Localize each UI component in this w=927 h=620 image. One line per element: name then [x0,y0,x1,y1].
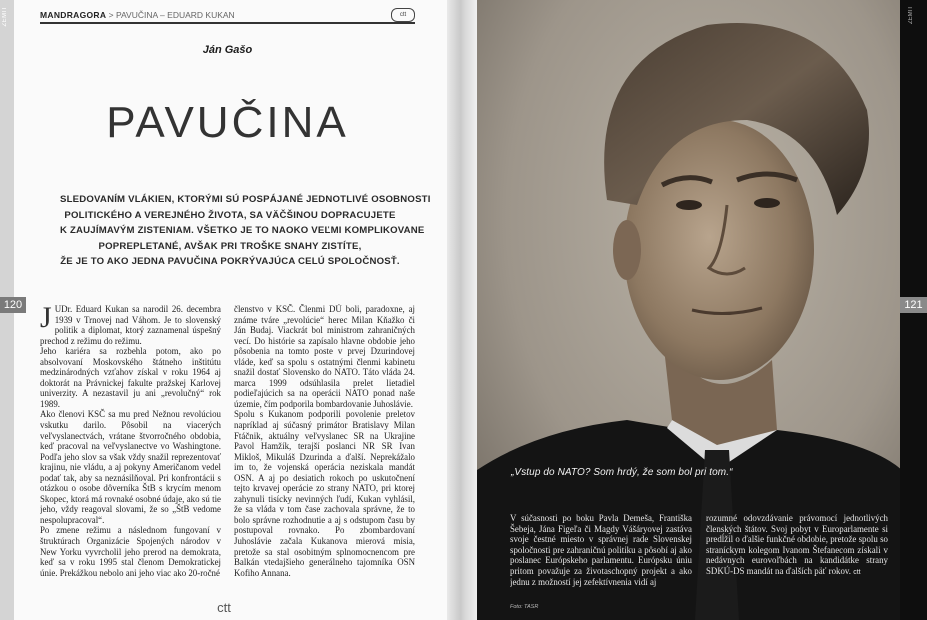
magazine-name: MANDRAGORA [40,10,107,20]
drop-cap: J [40,304,52,334]
edge-label: ZEMIT [2,6,8,27]
lead-line: K ZAUJÍMAVÝM ZISTENIAM. VŠETKO JE TO NAOKO VEĽMI KOMPLIKOVANE [60,225,425,236]
paragraph-text: UDr. Eduard Kukan sa narodil 26. decembra 1939 v Trnovej nad Váhom. Je to slovenský politik a diplomat, ktorý zaznamenal úspešný prechod z režimu do režimu. [40,304,221,346]
body-paragraph: Spolu s Kukanom podporili povolenie preletov napríklad aj súčasný primátor Bratislavy Milan Ftáčnik, aktuálny veľvyslanec SR na Ukrajine Pavol Hamžík, terajší poslanci NR SR Ivan Mikloš, Mikuláš Dzurinda a ďalší. Neprekážalo im to, že vojenská operácia neziskala mandát OSN. A aj po desiatich rokoch po uskutočnení tejto krvavej operácie zo strany NATO, pri ktorej zahynuli tisícky nevinných ľudí, Kukan vyhlásil, že sa vláda v tom čase zachovala správne, že to bolo správne rozhodnutie a aj s odstupom času by postupoval rovnako. Po zbombardovaní Juhoslávie začala Kukanova mierová misia, pretože sa stal osobitným splnomocnencom pre Balkán vtedajšieho generálneho tajomníka OSN Kofiho Annana. [234,409,415,578]
body-column-1 [40,304,221,602]
author-name: Ján Gašo [202,44,253,56]
edge-label: ZEMIT [908,6,914,24]
magazine-logo-icon: ctt [391,8,415,22]
lead-line: POLITICKÉHO A VEREJNÉHO ŽIVOTA, SA VÄČŠINOU DOPRACUJETE [64,209,396,221]
page-number-right: 121 [900,297,927,313]
lead-line: ŽE JE TO AKO JEDNA PAVUČINA POKRÝVAJÚCA CELÚ SPOLOČNOSŤ. [60,256,400,267]
photo-text-column-1 [510,513,692,595]
running-head [40,8,415,24]
breadcrumb-separator: > [106,10,116,20]
body-paragraph [706,513,888,579]
body-paragraph: Jeho kariéra sa rozbehla potom, ako po absolvovaní Moskovského štátneho inštitútu medzinárodných vzťahov získal v roku 1964 aj doktorát na Právnickej fakulte pražskej Karlovej univerzity. A nezastavil ju ani „revolučný“ rok 1989. [40,346,221,409]
page-ornament-icon: ctt [217,600,231,615]
body-paragraph: členstvo v KSČ. Členmi DÚ boli, paradoxne, aj známe tváre „revolúcie“ herec Milan Kňažko či Ján Budaj. Viackrát bol ministrom zahraničných vecí. Do histórie sa zapísalo hlavne obdobie jeho pôsobenia na tomto poste v prvej Dzurindovej vláde, keď sa spolu s ostatnými členmi kabinetu snažil dostať Slovensko do NATO. Táto vláda 24. marca 1999 odsúhlasila prelet lietadiel podieľajúcich sa na operácii NATO ponad naše územie, čím podporila bombardovanie Juhoslávie. [234,304,415,409]
body-paragraph: Po zmene režimu a následnom fungovaní v štruktúrach Organizácie Spojených národov v New Yorku vyvrcholil jeho prerod na demokrata, keď sa v roku 1995 stal členom Demokratickej únie. Prekážkou nebolo ani jeho viac ako 20-ročné [40,525,221,578]
article-title: PAVUČINA [106,98,349,147]
photo-text-column-2 [706,513,888,595]
page-number-left: 120 [0,297,26,313]
body-column-2 [234,304,415,602]
lead-line: SLEDOVANÍM VLÁKIEN, KTORÝMI SÚ POSPÁJANÉ JEDNOTLIVÉ OSOBNOSTI [60,194,431,205]
photo-credit: Foto: TASR [510,604,539,610]
paragraph-text: rozumné odovzdávanie právomocí jednotlivých členských štátov. Svoj pobyt v Europarlamente si predĺžil o ďalšie funkčné obdobie, pretože spolu so straníckym kolegom Ivanom Štefanecom získali v nedávnych eurovoľbách na kandidátke strany SDKÚ-DS mandát na ďalších päť rokov. [706,513,888,576]
pull-quote: „Vstup do NATO? Som hrdý, že som bol pri tom.“ [511,467,733,478]
body-paragraph: V súčasnosti po boku Pavla Demeša, Františka Šebeja, Jána Figeľa či Magdy Vášáryovej zastáva svoje čestné miesto v správnej rade Slovenskej spoločnosti pre zahraničnú politiku a pôsobí aj ako poslanec Európskeho parlamentu. Európsku úniu pritom považuje za životaschopný projekt a ako jednu z možností jej zefektívnenia vidí aj [510,513,692,587]
body-paragraph [40,304,221,346]
body-paragraph: Ako členovi KSČ sa mu pred Nežnou revolúciou vskutku darilo. Pôsobil na viacerých veľvyslanectvách, vrátane štvorročného obdobia, keď pracoval na veľvyslanectve vo Washingtone. Podľa jeho slov sa však vždy snažil reprezentovať krajinu, nie vládu, a aj pokyny Američanom vedel podať tak, aby sa neznásilňoval. Pri konfrontácii s otázkou o osobe dôverníka ŠtB s krycím menom Skopec, ktorá má rovnaké osobné údaje, ako sú tie jeho, vždy reagoval slovami, že so „ŠtB vedome nespolupracoval“. [40,409,221,525]
lead-line: POPREPLETANÉ, AVŠAK PRI TROŠKE SNAHY ZISTÍTE, [98,240,362,252]
end-mark-icon: ctt [853,568,861,576]
lead-paragraph [60,192,431,270]
section-name: PAVUČINA – EDUARD KUKAN [115,10,235,20]
book-spine-gutter [447,0,477,620]
